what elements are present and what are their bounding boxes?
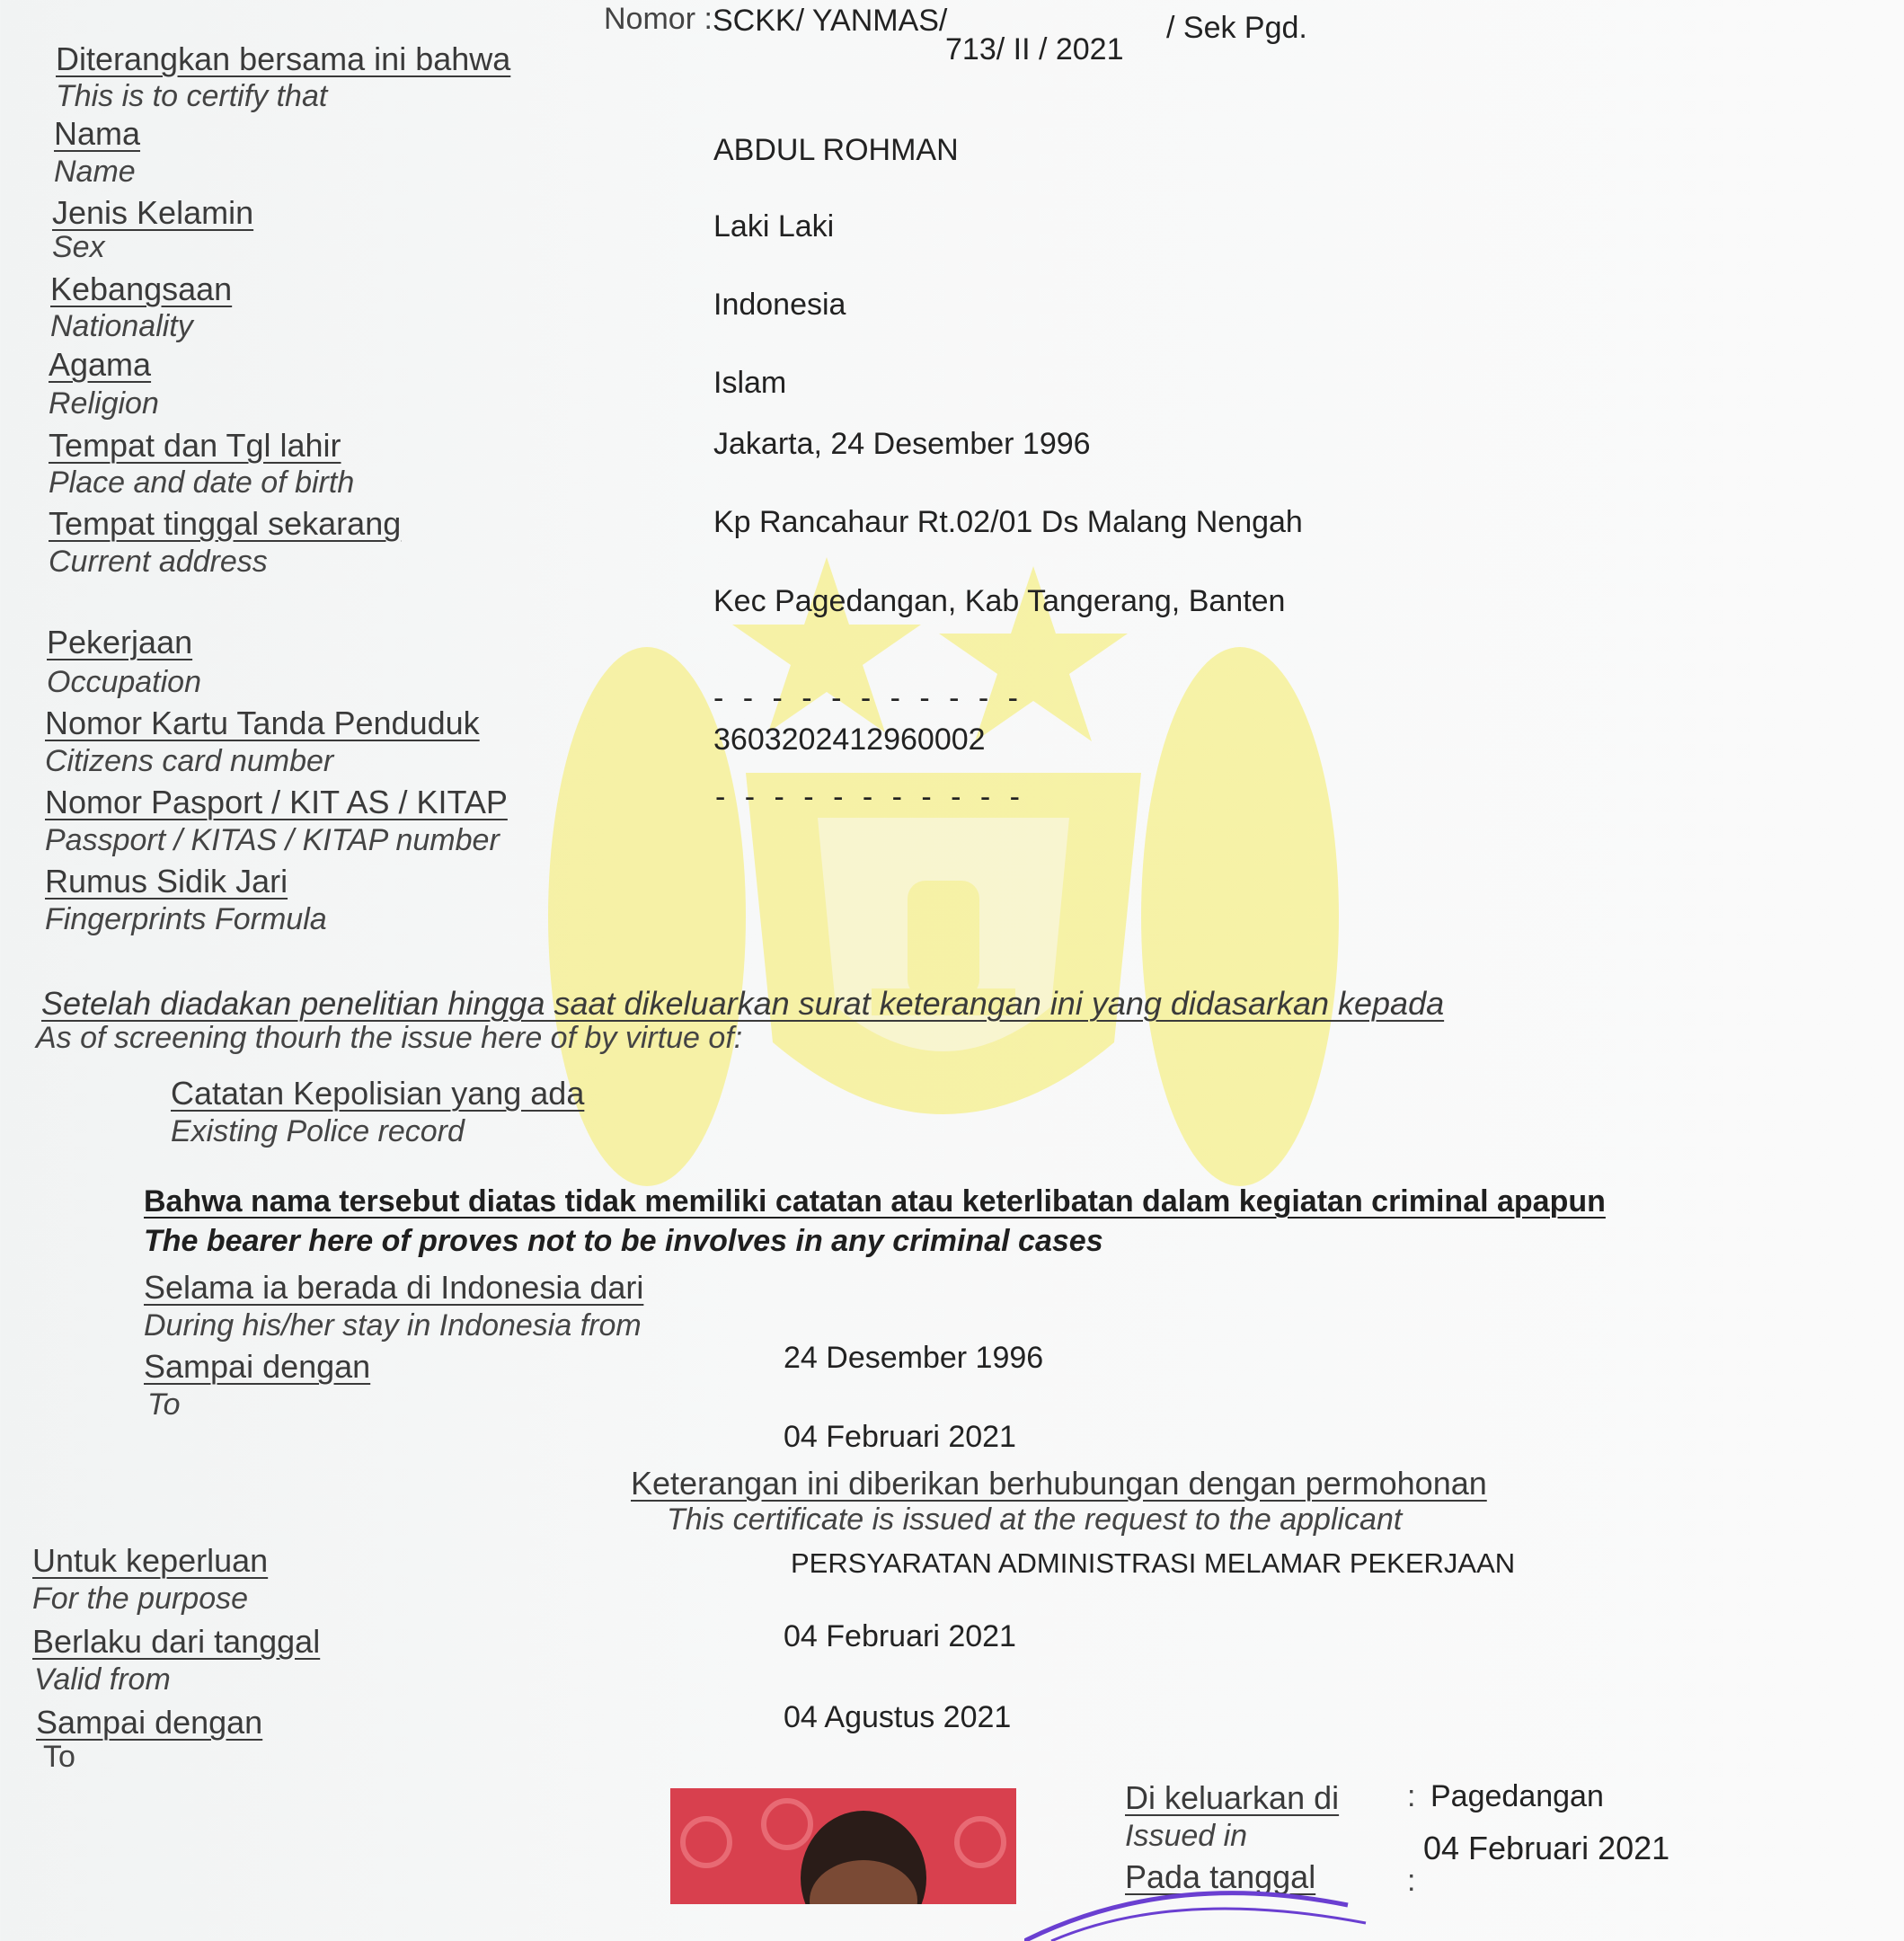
religion-label: Agama — [49, 346, 152, 383]
address-label: Tempat tinggal sekarang — [49, 505, 402, 542]
occupation-label: Pekerjaan — [47, 624, 193, 660]
valid-to-value: 04 Agustus 2021 — [784, 1700, 1012, 1734]
statement-sub: The bearer here of proves not to be involves in any criminal cases — [144, 1224, 1103, 1258]
stay-label: Selama ia berada di Indonesia dari — [144, 1269, 644, 1306]
issued-date-value: 04 Februari 2021 — [1423, 1830, 1670, 1866]
issued-place-value: Pagedangan — [1430, 1779, 1604, 1813]
issued-place-colon: : — [1407, 1779, 1416, 1813]
citizen-card-sub: Citizens card number — [45, 744, 334, 778]
occupation-sub: Occupation — [47, 665, 201, 699]
address-sub: Current address — [49, 545, 268, 579]
fingerprint-sub: Fingerprints Formula — [45, 902, 327, 936]
sex-sub: Sex — [52, 230, 105, 264]
intro-sub: This is to certify that — [56, 79, 328, 113]
applicant-photo — [670, 1788, 1016, 1904]
address-value-line2: Kec Pagedangan, Kab Tangerang, Banten — [713, 584, 1286, 618]
passport-label: Nomor Pasport / KIT AS / KITAP — [45, 784, 508, 820]
intro-label: Diterangkan bersama ini bahwa — [56, 40, 511, 77]
valid-from-sub: Valid from — [34, 1662, 171, 1697]
police-record-label: Catatan Kepolisian yang ada — [171, 1075, 585, 1112]
stay-to-value: 04 Februari 2021 — [784, 1420, 1016, 1454]
valid-from-value: 04 Februari 2021 — [784, 1619, 1016, 1653]
occupation-value: - - - - - - - - - - - — [713, 681, 1024, 715]
laurel-right — [1141, 647, 1339, 1186]
name-label: Nama — [54, 115, 141, 152]
purpose-label: Untuk keperluan — [32, 1542, 269, 1579]
nomor-number: 713/ II / 2021 — [945, 32, 1124, 66]
religion-sub: Religion — [49, 386, 159, 421]
police-record-sub: Existing Police record — [171, 1114, 465, 1148]
citizen-card-value: 3603202412960002 — [713, 722, 986, 757]
sex-label: Jenis Kelamin — [52, 194, 254, 231]
valid-from-label: Berlaku dari tanggal — [32, 1623, 321, 1660]
nationality-sub: Nationality — [50, 309, 193, 343]
valid-to-label: Sampai dengan — [36, 1704, 263, 1741]
nationality-label: Kebangsaan — [50, 270, 233, 307]
nationality-value: Indonesia — [713, 288, 846, 322]
purpose-sub: For the purpose — [32, 1582, 249, 1616]
official-stamp — [1024, 1851, 1384, 1941]
until-label: Sampai dengan — [144, 1348, 371, 1385]
birth-sub: Place and date of birth — [49, 465, 355, 500]
nomor-suffix: / Sek Pgd. — [1166, 11, 1307, 45]
valid-to-sub: To — [43, 1740, 75, 1774]
until-sub: To — [147, 1387, 181, 1422]
police-emblem-watermark — [530, 539, 1357, 1276]
stay-sub: During his/her stay in Indonesia from — [144, 1308, 642, 1343]
request-sub: This certificate is issued at the request to the applicant — [667, 1502, 1403, 1537]
issued-date-label: Pada tanggal — [1125, 1858, 1316, 1895]
religion-value: Islam — [713, 366, 787, 400]
nomor-label: Nomor : — [604, 2, 713, 36]
issued-date-colon: : — [1407, 1864, 1416, 1898]
stay-from-value: 24 Desember 1996 — [784, 1341, 1044, 1375]
address-value-line1: Kp Rancahaur Rt.02/01 Ds Malang Nengah — [713, 505, 1303, 539]
birth-value: Jakarta, 24 Desember 1996 — [713, 427, 1091, 461]
citizen-card-label: Nomor Kartu Tanda Penduduk — [45, 705, 480, 741]
passport-sub: Passport / KITAS / KITAP number — [45, 823, 500, 857]
nomor-prefix: SCKK/ YANMAS/ — [713, 4, 948, 38]
birth-label: Tempat dan Tgl lahir — [49, 427, 341, 464]
request-label: Keterangan ini diberikan berhubungan dengan permohonan — [631, 1465, 1487, 1502]
issued-place-sub: Issued in — [1125, 1819, 1248, 1853]
statement-main: Bahwa nama tersebut diatas tidak memiliki catatan atau keterlibatan dalam kegiatan criminal apapun — [144, 1184, 1606, 1219]
purpose-value: PERSYARATAN ADMINISTRASI MELAMAR PEKERJAAN — [791, 1547, 1516, 1579]
screening-label: Setelah diadakan penelitian hingga saat dikeluarkan surat keterangan ini yang didasarkan kepada — [41, 985, 1445, 1022]
passport-value: - - - - - - - - - - - — [715, 780, 1026, 814]
screening-sub: As of screening thourh the issue here of by virtue of: — [36, 1021, 743, 1055]
issued-place-label: Di keluarkan di — [1125, 1779, 1340, 1816]
name-value: ABDUL ROHMAN — [713, 133, 959, 167]
name-sub: Name — [54, 155, 136, 189]
fingerprint-label: Rumus Sidik Jari — [45, 863, 288, 900]
sex-value: Laki Laki — [713, 209, 835, 244]
